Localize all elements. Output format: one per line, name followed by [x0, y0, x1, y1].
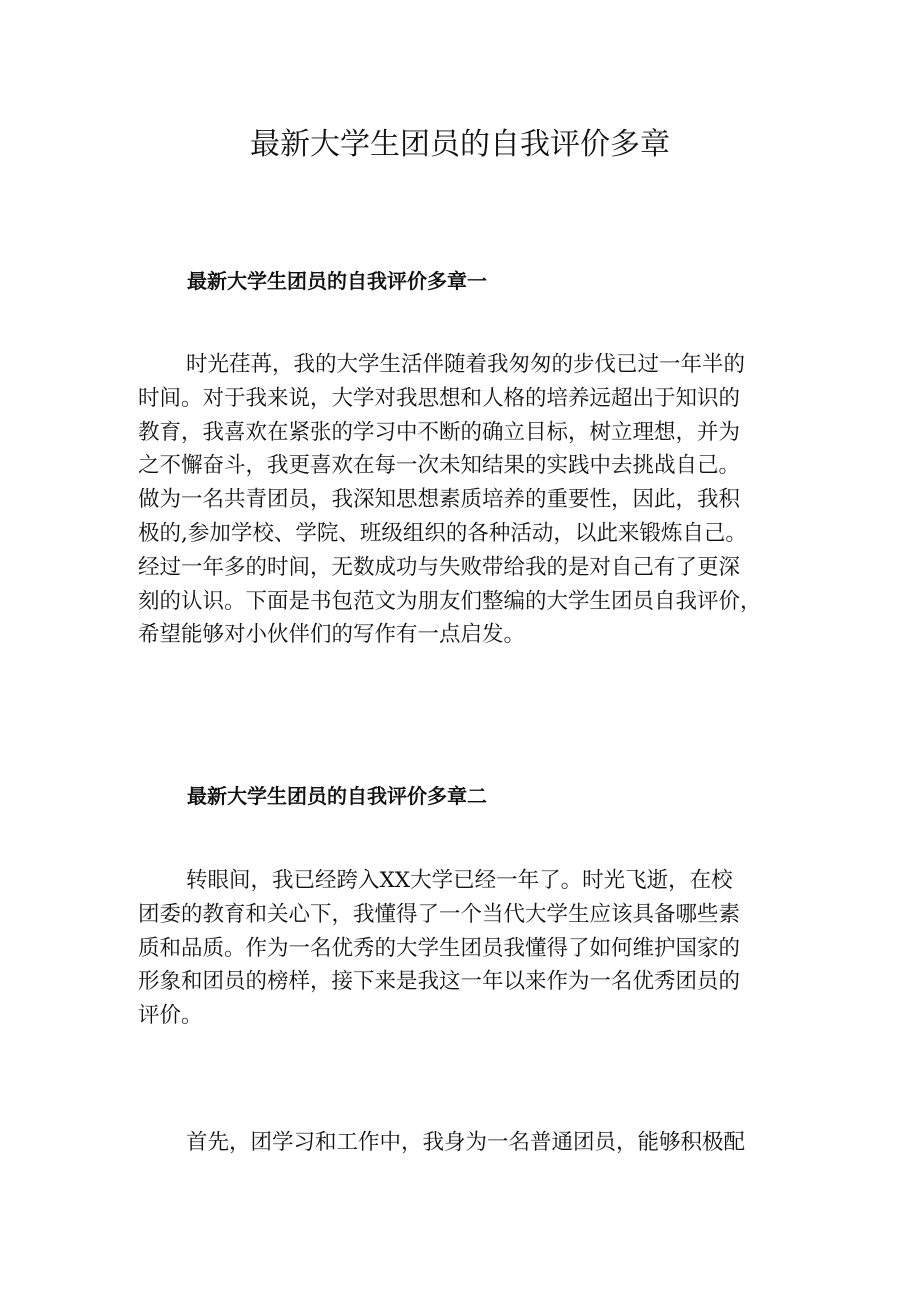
paragraph-line: 转眼间，我已经跨入XX大学已经一年了。时光飞逝，在校 [186, 868, 733, 893]
paragraph-line: 希望能够对小伙伴们的写作有一点启发。 [138, 622, 526, 648]
section-heading-2: 最新大学生团员的自我评价多章二 [187, 784, 487, 808]
paragraph-line: 极的,参加学校、学院、班级组织的各种活动，以此来锻炼自己。 [138, 520, 747, 546]
paragraph-1 [138, 348, 788, 652]
document-title: 最新大学生团员的自我评价多章 [250, 127, 670, 162]
paragraph-line: 首先，团学习和工作中，我身为一名普通团员，能够积极配 [186, 1130, 746, 1155]
paragraph-2 [138, 864, 788, 1033]
paragraph-line: 形象和团员的榜样，接下来是我这一年以来作为一名优秀团员的 [138, 969, 741, 995]
paragraph-line: 团委的教育和关心下，我懂得了一个当代大学生应该具备哪些素 [138, 901, 741, 927]
paragraph-line: 时光荏苒，我的大学生活伴随着我匆匆的步伐已过一年半的 [186, 352, 746, 377]
paragraph-3 [138, 1126, 788, 1160]
paragraph-line: 时间。对于我来说，大学对我思想和人格的培养远超出于知识的 [138, 385, 741, 411]
paragraph-line: 之不懈奋斗，我更喜欢在每一次未知结果的实践中去挑战自己。 [138, 453, 741, 479]
paragraph-line: 评价。 [138, 1003, 203, 1029]
section-heading-1: 最新大学生团员的自我评价多章一 [187, 269, 487, 293]
paragraph-line: 刻的认识。下面是书包范文为朋友们整编的大学生团员自我评价， [138, 588, 762, 614]
paragraph-line: 质和品质。作为一名优秀的大学生团员我懂得了如何维护国家的 [138, 935, 741, 961]
paragraph-line: 做为一名共青团员，我深知思想素质培养的重要性，因此，我积 [138, 487, 741, 513]
paragraph-line: 经过一年多的时间，无数成功与失败带给我的是对自己有了更深 [138, 554, 741, 580]
paragraph-line: 教育，我喜欢在紧张的学习中不断的确立目标，树立理想，并为 [138, 419, 741, 445]
